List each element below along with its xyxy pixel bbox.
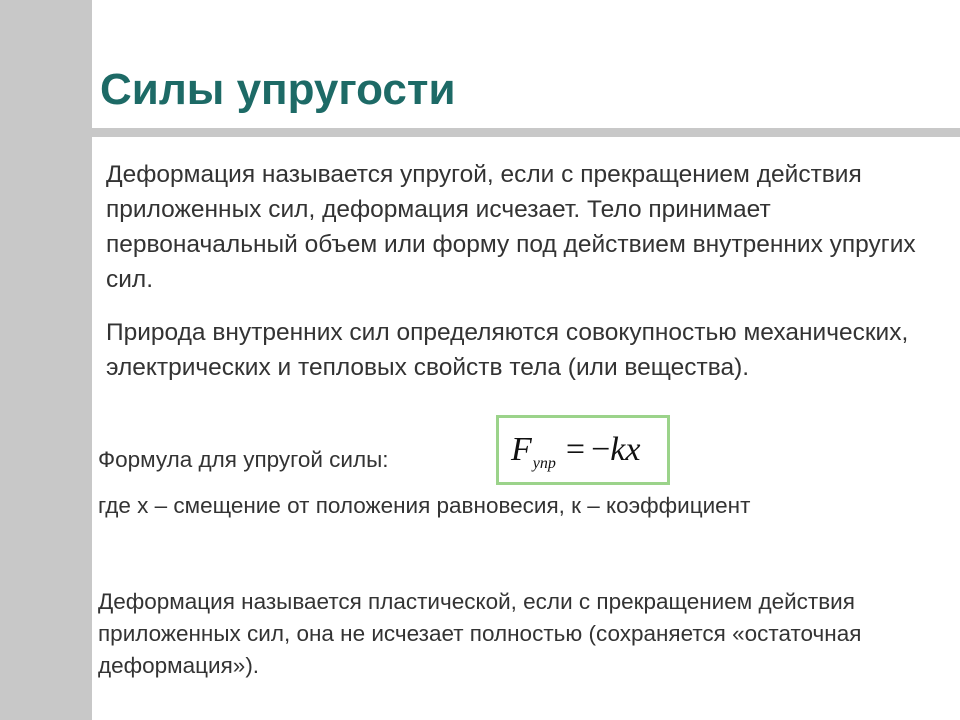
side-bar <box>0 0 92 720</box>
formula-equals: = <box>565 431 586 468</box>
formula-minus: − <box>591 431 611 468</box>
title-underline <box>92 128 960 137</box>
slide-title: Силы упругости <box>100 65 456 114</box>
formula-force-symbol: F <box>511 431 532 468</box>
elastic-force-formula <box>511 430 640 476</box>
formula-label: Формула для упругой силы: <box>98 447 389 472</box>
plastic-definition-paragraph: Деформация называется пластической, если с прекращением действия приложенных сил, она не исчезает полностью (сохраняется «остаточная деформация»). <box>98 589 862 678</box>
formula-box <box>496 415 670 485</box>
formula-rhs: kx <box>610 431 641 468</box>
formula-subscript: упр <box>532 455 556 472</box>
nature-of-forces-paragraph: Природа внутренних сил определяются совокупностью механических, электрических и тепловых свойств тела (или вещества). <box>106 319 909 381</box>
elastic-definition-paragraph: Деформация называется упругой, если с прекращением действия приложенных сил, деформация исчезает. Тело принимает первоначальный объем или форму под действием внутренних упругих сил. <box>106 161 916 293</box>
formula-explanation: где х – смещение от положения равновесия, к – коэффициент <box>98 493 751 518</box>
